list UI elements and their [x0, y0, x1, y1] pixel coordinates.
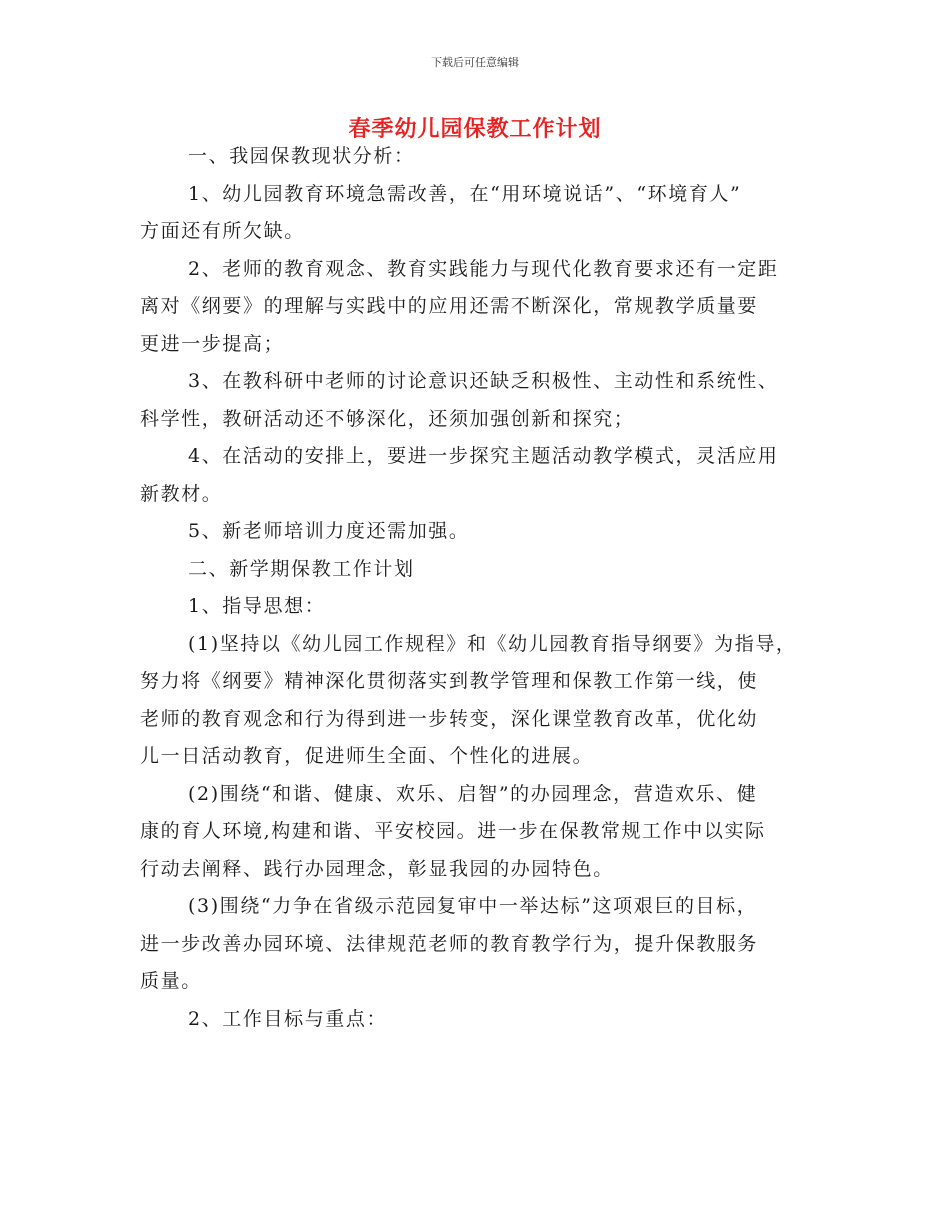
text-line: 3、在教科研中老师的讨论意识还缺乏积极性、主动性和系统性、: [188, 370, 779, 392]
text-line: (3)围绕“力争在省级示范园复审中一举达标”这项艰巨的目标，: [188, 895, 758, 917]
text-line: (2)围绕“和谐、健康、欢乐、启智”的办园理念，营造欢乐、健: [188, 782, 758, 805]
text-line: 一、我园保教现状分析：: [188, 145, 415, 167]
text-line: 努力将《纲要》精神深化贯彻落实到教学管理和保教工作第一线，使: [140, 670, 759, 692]
text-line: 新教材。: [140, 482, 223, 505]
text-line: 行动去阐释、践行办园理念，彰显我园的办园特色。: [140, 857, 614, 880]
text-line: 康的育人环境,构建和谐、平安校园。进一步在保教常规工作中以实际: [140, 820, 766, 842]
text-line: (1)坚持以《幼儿园工作规程》和《幼儿园教育指导纲要》为指导，: [188, 632, 797, 655]
text-line: 离对《纲要》的理解与实践中的应用还需不断深化，常规教学质量要: [140, 295, 759, 317]
text-line: 2、工作目标与重点：: [188, 1007, 388, 1030]
text-line: 1、幼儿园教育环境急需改善，在“用环境说话”、“环境育人”: [188, 182, 742, 205]
text-line: 2、老师的教育观念、教育实践能力与现代化教育要求还有一定距: [188, 257, 779, 280]
header-note: 下载后可任意编辑: [431, 56, 519, 69]
text-line: 4、在活动的安排上，要进一步探究主题活动教学模式，灵活应用: [188, 445, 779, 467]
text-line: 儿一日活动教育，促进师生全面、个性化的进展。: [140, 745, 594, 767]
text-line: 质量。: [140, 970, 202, 992]
text-line: 二、新学期保教工作计划: [188, 557, 415, 580]
document-body: [140, 138, 810, 1038]
text-line: 5、新老师培训力度还需加强。: [188, 520, 470, 542]
text-line: 科学性，教研活动还不够深化，还须加强创新和探究；: [140, 407, 635, 430]
text-line: 1、指导思想：: [188, 595, 326, 617]
text-line: 老师的教育观念和行为得到进一步转变，深化课堂教育改革，优化幼: [140, 707, 759, 730]
document-title: 春季幼儿园保教工作计划: [348, 117, 602, 142]
text-line: 方面还有所欠缺。: [140, 220, 305, 242]
text-line: 进一步改善办园环境、法律规范老师的教育教学行为，提升保教服务: [140, 932, 759, 955]
text-line: 更进一步提高；: [140, 332, 285, 355]
